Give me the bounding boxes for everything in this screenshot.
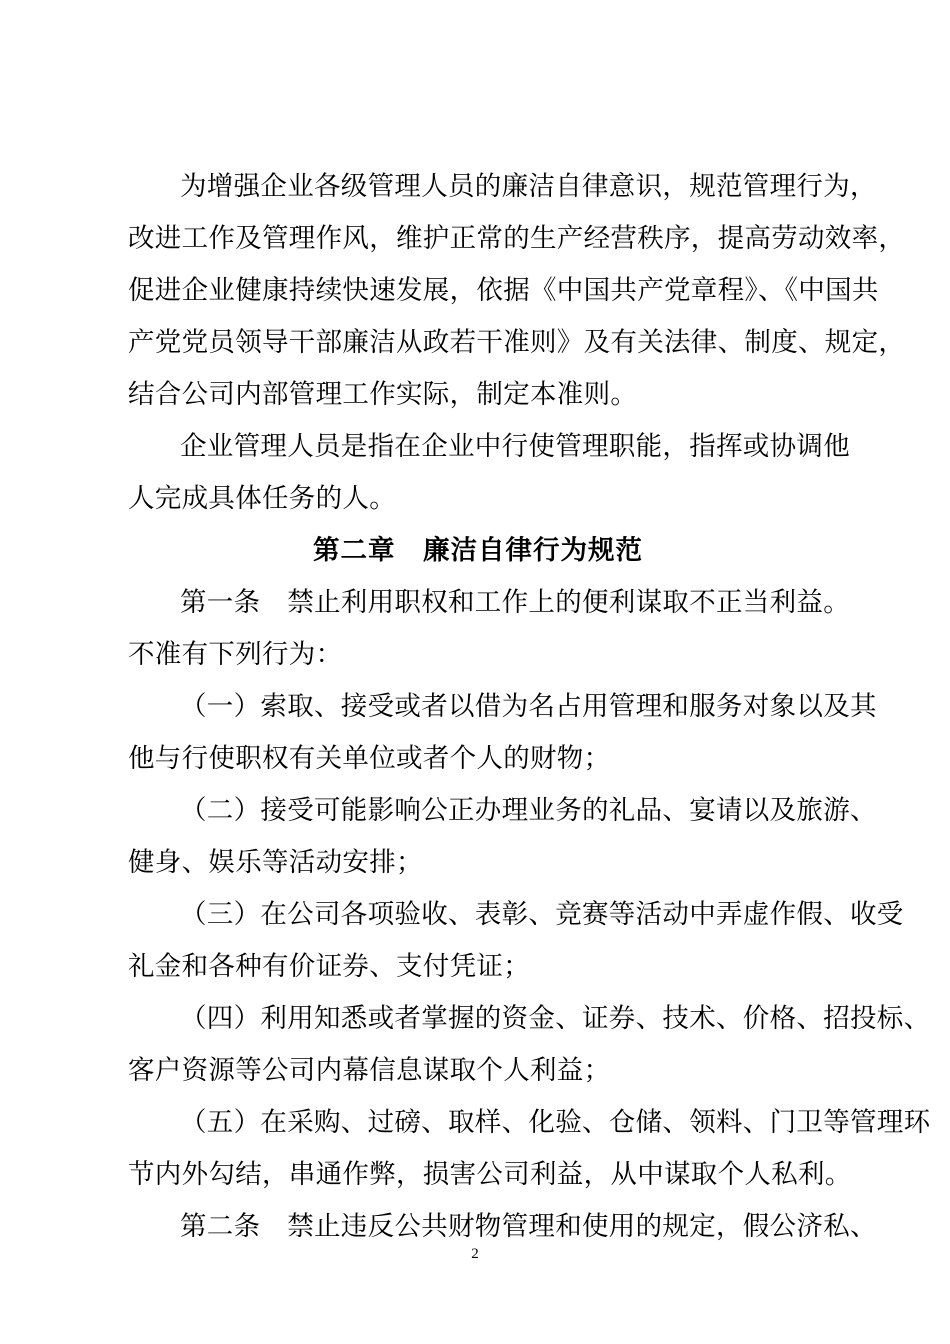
- list-item-line: 他与行使职权有关单位或者个人的财物；: [128, 743, 611, 774]
- list-item-line: （四）利用知悉或者掌握的资金、证券、技术、价格、招投标、: [180, 1003, 931, 1034]
- paragraph-line: 人完成具体任务的人。: [128, 483, 396, 514]
- chapter-heading: 第二章 廉洁自律行为规范: [313, 535, 643, 566]
- paragraph-line: 企业管理人员是指在企业中行使管理职能，指挥或协调他: [180, 431, 850, 462]
- paragraph-line: 产党党员领导干部廉洁从政若干准则》及有关法律、制度、规定，: [128, 327, 906, 358]
- list-item-line: 节内外勾结，串通作弊，损害公司利益，从中谋取个人私利。: [128, 1159, 852, 1190]
- paragraph-line: 结合公司内部管理工作实际，制定本准则。: [128, 379, 638, 410]
- list-item-line: 礼金和各种有价证券、支付凭证；: [128, 951, 530, 982]
- list-item-line: （二）接受可能影响公正办理业务的礼品、宴请以及旅游、: [180, 795, 877, 826]
- paragraph-line: 促进企业健康持续快速发展，依据《中国共产党章程》、《中国共: [128, 275, 879, 306]
- list-item-line: 客户资源等公司内幕信息谋取个人利益；: [128, 1055, 611, 1086]
- page-number: 2: [471, 1246, 479, 1262]
- paragraph-line: 改进工作及管理作风，维护正常的生产经营秩序，提高劳动效率，: [128, 223, 906, 254]
- list-item-line: 健身、娱乐等活动安排；: [128, 847, 423, 878]
- article-line: 第二条 禁止违反公共财物管理和使用的规定，假公济私、: [180, 1211, 877, 1242]
- paragraph-line: 为增强企业各级管理人员的廉洁自律意识，规范管理行为，: [180, 171, 877, 202]
- list-item-line: （三）在公司各项验收、表彰、竞赛等活动中弄虚作假、收受: [180, 899, 904, 930]
- list-item-line: （五）在采购、过磅、取样、化验、仓储、领料、门卫等管理环: [180, 1107, 931, 1138]
- list-item-line: （一）索取、接受或者以借为名占用管理和服务对象以及其: [180, 691, 877, 722]
- article-line: 第一条 禁止利用职权和工作上的便利谋取不正当利益。: [180, 587, 850, 618]
- article-line: 不准有下列行为：: [128, 639, 343, 670]
